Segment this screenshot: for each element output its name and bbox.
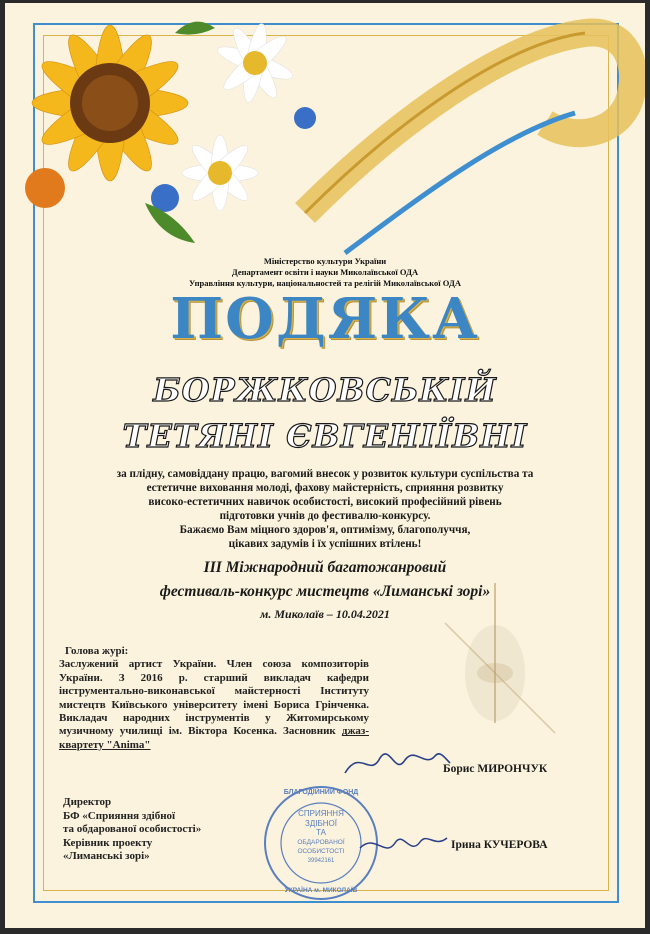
jury-heading: Голова журі:: [65, 645, 129, 657]
festival-place-date: м. Миколаїв – 10.04.2021: [260, 607, 390, 621]
stamp-text: ОСОБИСТОСТІ: [297, 848, 345, 855]
signature-kucherova: [355, 818, 455, 868]
stamp-text: ОБДАРОВАНОЇ: [297, 838, 345, 846]
stamp-center: [289, 809, 353, 866]
director-block: [63, 796, 283, 864]
director-line: та обдарованої особистості»: [63, 823, 202, 835]
body-line: Бажаємо Вам міцного здоров'я, оптимізму, благополуччя,: [179, 524, 471, 536]
jury-block: [59, 645, 369, 752]
stamp-text: ЗДІБНОЇ: [305, 818, 337, 828]
jury-description: Заслужений артист України. Член союза композиторів України. З 2016 р. старший викладач кафедри інструментально-виконавської майстерності Інституту мистецтв Київського університету імені Бориса Грінченка. Викладач народних інструментів у Житомирському музичному училищі ім. Віктора Косенка. Засновник: [59, 658, 369, 738]
festival-line-2: фестиваль-конкурс мистецтв «Лиманські зорі»: [159, 583, 491, 600]
body-line: за плідну, самовіддану працю, вагомий внесок у розвиток культури суспільства та: [116, 468, 534, 480]
body-line: високо-естетичних навичок особистості, високий професійний рівень: [148, 496, 502, 508]
department-line: Департамент освіти і науки Миколаївської ОДА: [231, 267, 419, 277]
jury-link: джаз-квартету "Anima": [59, 725, 369, 751]
director-line: Керівник проекту: [63, 836, 153, 849]
sunflower-bouquet: [5, 3, 335, 253]
stamp-ring-top: БЛАГОДІЙНИЙ ФОНД: [283, 789, 359, 796]
director-line: БФ «Сприяння здібної: [63, 809, 176, 822]
body-line: цікавих задумів і їх успішних втілень!: [228, 538, 422, 550]
director-signer-name: Ірина КУЧЕРОВА: [451, 839, 548, 851]
gratitude-text: [75, 467, 575, 551]
ministry-line: Міністерство культури України: [263, 256, 387, 266]
recipient-given-names: ТЕТЯНІ ЄВГЕНІЇВНІ: [122, 417, 528, 455]
stamp-text: ТА: [316, 828, 326, 837]
director-line: «Лиманські зорі»: [63, 850, 150, 862]
certificate: [5, 3, 645, 928]
body-line: підготовки учнів до фестивалю-конкурсу.: [219, 510, 431, 522]
body-line: естетичне виховання молоді, фахову майстерність, сприяння розвитку: [146, 482, 504, 494]
jury-signer-name: Борис МИРОНЧУК: [443, 763, 548, 775]
recipient-surname: БОРЖКОВСЬКІЙ: [153, 371, 497, 409]
administration-line: Управління культури, національностей та релігій Миколаївської ОДА: [189, 278, 461, 288]
signature-mironchuk: [335, 738, 455, 788]
director-line: Директор: [63, 796, 112, 808]
stamp-text: СПРИЯННЯ: [298, 809, 344, 818]
stamp-code: 39942161: [307, 857, 335, 864]
stamp-ring-bottom: УКРАЇНА м. МИКОЛАЇВ: [284, 887, 358, 894]
festival-line-1: ІІІ Міжнародний багатожанровий: [203, 559, 447, 576]
certificate-title: ПОДЯКА: [170, 286, 480, 352]
